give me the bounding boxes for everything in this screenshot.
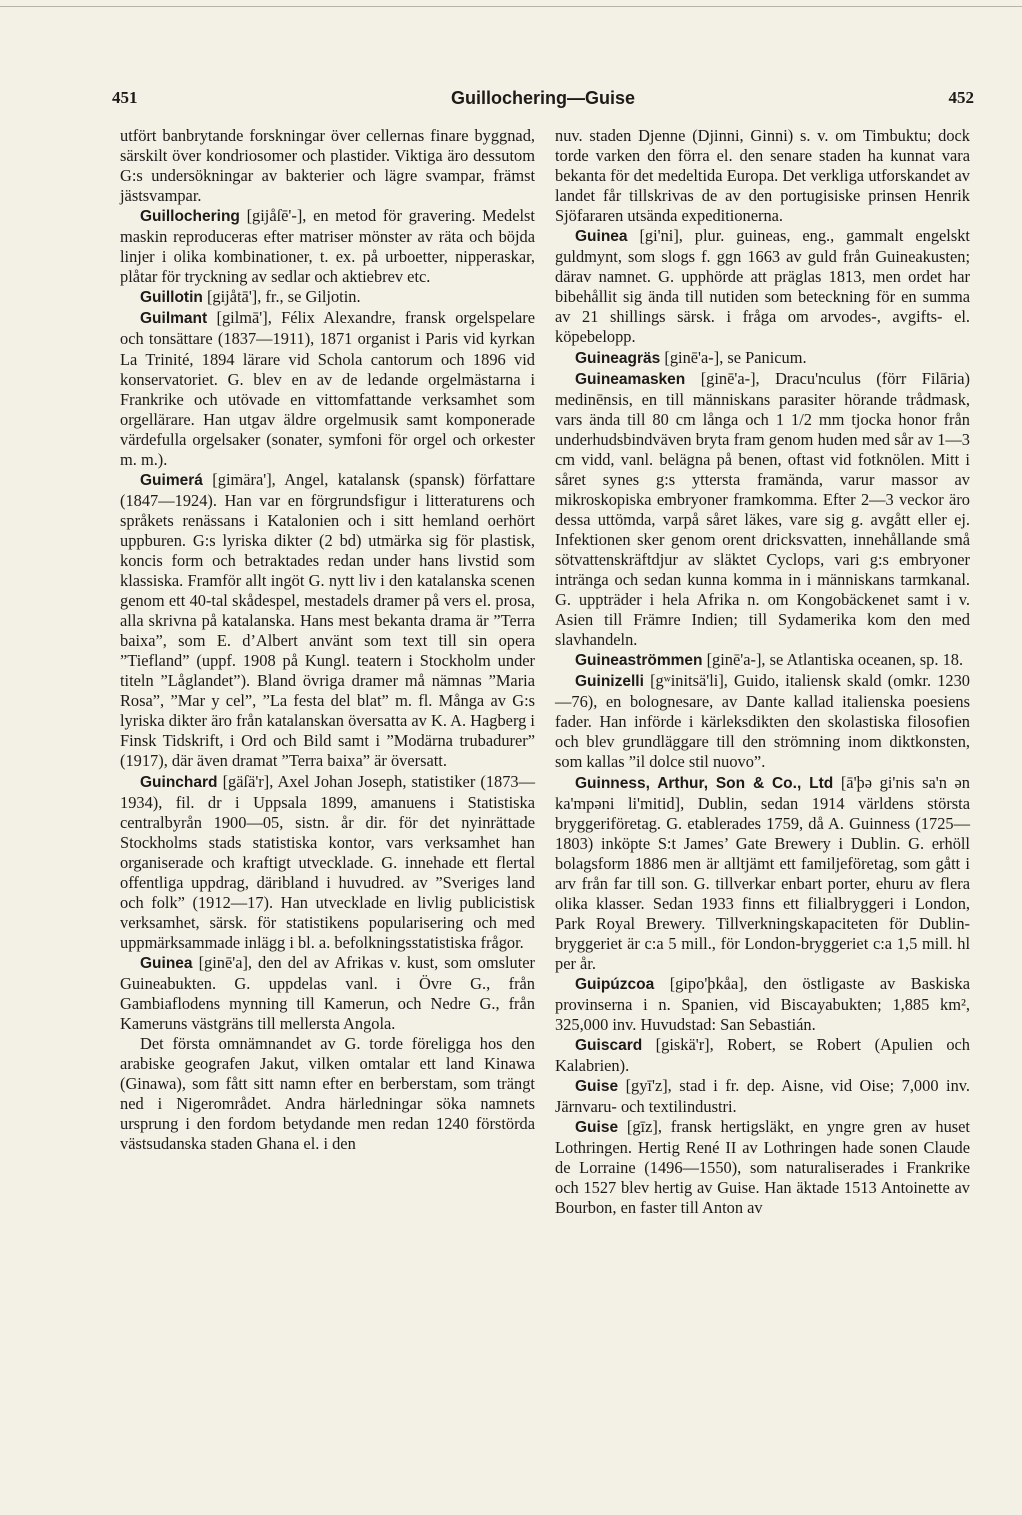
entry-text: [gīz], fransk hertigsläkt, en yngre gren av huset Lothringen. Hertig René II av Lothringen hade sonen Claude de Lorraine (1496—1550), som naturaliserades i Frankrike och 1527 blev hertig av Guise. Han äktade 1513 Antoinette av Bourbon, en faster till Anton av — [555, 1117, 970, 1218]
entry-text: [ginē'a-], se Panicum. — [660, 347, 807, 367]
entry-text: [gimära'], Angel, katalansk (spansk) författare (1847—1924). Han var en förgrundsfigur i litteraturens och språkets renässans i Katalonien och i sitt hemland oerhört uppburen. G:s lyriska dikter (2 bd) utmärka sig för plastisk, koncis form och betraktades redan under hans livstid som klassiska. Framför allt ingöt G. nytt liv i den katalanska scenen genom ett 40-tal skådespel, mestadels dramer på vers el. prosa, alla skrivna på katalanska. Hans mest bekanta drama är ”Terra baixa”, som E. d’Albert använt som text till sin opera ”Tiefland” (uppf. 1908 på Kungl. teatern i Stockholm under titeln ”Låglandet”). Bland övriga dramer må nämnas ”Maria Rosa”, ”Mar y cel”, ”La festa del blat” m. fl. Många av G:s lyriska dikter äro från katalanskan översatta av K. A. Hagberg i Finsk Tidskrift, i Ord och Bild samt i ”Modärna trubadurer” (1917), där även dramat ”Terra baixa” är översatt. — [120, 469, 535, 771]
running-title: Guillochering—Guise — [450, 88, 636, 108]
top-rule — [0, 6, 1022, 7]
page-header — [112, 88, 974, 112]
dictionary-entry — [555, 671, 970, 772]
dictionary-entry — [120, 953, 535, 1034]
dictionary-entry — [555, 773, 970, 974]
entry-text: [gäſä'r], Axel Johan Joseph, statistiker (1873—1934), fil. dr i Uppsala 1899, amanuens i Statistiska centralbyrån 1900—05, sistn. år dir. för det nyinrättade Stockholms stads statistiska kontor, vars verksamhet han organiserade och kraftigt utvecklade. G. innehade ett flertal offentliga uppdrag, däribland i huvudred. av ”Sveriges land och folk” (1912—17). Han utvecklade en livlig publicistisk verksamhet, särsk. för statistikens popularisering och med uppmärksammade inlägg i bl. a. befolkningsstatistiska frågor. — [120, 771, 535, 952]
entry-headword: Guimerá — [140, 471, 203, 489]
left-column — [120, 126, 535, 1154]
dictionary-entry — [120, 287, 535, 308]
entry-text: [gilmā'], Félix Alexandre, fransk orgelspelare och tonsättare (1837—1911), 1871 organist i Paris vid kyrkan La Trinité, 1894 lärare vid Schola cantorum och 1896 vid konservatoriet. G. blev en av de ledande orgelmästarna i Frankrike och utövade en vittomfattande verksamhet som orgellärare. Han utgav äldre orgelmusik samt komponerade värdefulla orgelsaker (sonater, symfoni för orgel och orkester m. m.). — [120, 308, 535, 469]
entry-headword: Guise — [575, 1078, 619, 1096]
dictionary-entry — [555, 650, 970, 671]
paragraph — [555, 126, 970, 226]
entry-text: [ā'þə gi'nis sa'n ən ka'mpəni li'mitid], Dublin, sedan 1914 världens största bryggeriföretag. G. etablerades 1759, då A. Guinness (1725—1803) inköpte S:t James’ Gate Brewery i Dublin. G. erhöll bolagsform 1886 men är alltjämt ett familjeföretag, som gått i arv från far till son. G. tillverkar enbart porter, ehuru av flera olika klasser. Sedan 1933 finns ett filialbryggeri i London, Park Royal Brewery. Tillverkningskapaciteten för Dublin-bryggeriet är c:a 5 mill., för London-bryggeriet c:a 1,5 mill. hl per år. — [555, 772, 970, 973]
entry-text: [gi'ni], plur. guineas, eng., gammalt engelskt guldmynt, som slogs f. ggn 1663 av guld från Guineakusten; därav namnet. G. upphörde att präglas 1813, men ordet har bibehållit sig ända till nutiden som beteckning för en summa av 21 shillings särsk. i fråga om arvodes-, avgifts- el. köpebelopp. — [555, 226, 970, 347]
paragraph — [120, 1034, 535, 1154]
dictionary-entry — [555, 1117, 970, 1218]
entry-text: Det första omnämnandet av G. torde föreligga hos den arabiske geografen Jakut, vilken omtalar ett land Kinawa (Ginawa), som fått sitt namn efter en berberstam, som trängt ned i Nigerområdet. Andra härledningar söka namnets ursprung i den fordom betydande men redan 1240 förstörda västsudanska staden Ghana el. i den — [120, 1034, 535, 1154]
entry-text: utfört banbrytande forskningar över cellernas finare byggnad, särskilt över kondriosomer och plastider. Viktiga äro dessutom G:s undersökningar av bakterier och lägre svampar, främst jästsvampar. — [120, 126, 535, 206]
entry-text: [gʷinitsä'li], Guido, italiensk skald (omkr. 1230—76), en bolognesare, av Dante kallad italienska poesiens fader. Han införde i kärleksdikten den skolastiska filosofien och blev grundläggare till den strömning inom diktkonsten, som kallas ”il dolce stil nuovo”. — [555, 671, 970, 772]
dictionary-entry — [555, 348, 970, 369]
entry-headword: Guinness, Arthur, Son & Co., Ltd — [575, 774, 834, 792]
entry-headword: Guineaströmmen — [575, 652, 703, 670]
entry-text: [ginē'a-], Dracu'nculus (förr Filāria) medinēnsis, en till människans parasiter hörande trådmask, vars ända till 80 cm långa och 1 1/2 mm tjocka honor från underhudsbindväven bryta fram genom huden med sår av 1—3 cm vidd, vanl. belägna på benen, oftast vid fotknölen. Mitt i såret synes g:s yttersta framända, varur massor av mikroskopiska embryoner framkomma. Efter 2—3 veckor äro dessa uttömda, varpå såret läkes, vare sig g. avgått eller ej. Infektionen sker genom orent dricksvatten, innehållande små sötvattenskräftdjur av släktet Cyclops, vari g:s embryoner intränga och sedan kunna komma in i människans tarmkanal. G. uppträder i hela Afrika n. om Kongobäckenet samt i v. Asien till Främre Indien; till Sydamerika kom den med slavhandeln. — [555, 368, 970, 650]
dictionary-entry — [555, 1035, 970, 1076]
entry-text: [giskä'r], Robert, se Robert (Apulien och Kalabrien). — [555, 1035, 970, 1076]
page-number-left: 451 — [112, 88, 138, 107]
entry-headword: Guillochering — [140, 208, 240, 226]
dictionary-entry — [555, 369, 970, 651]
entry-headword: Guineamasken — [575, 370, 686, 388]
entry-headword: Guiscard — [575, 1037, 643, 1055]
entry-headword: Guilmant — [140, 310, 208, 328]
dictionary-entry — [120, 772, 535, 953]
dictionary-entry — [555, 226, 970, 347]
dictionary-entry — [555, 1076, 970, 1117]
dictionary-entry — [120, 470, 535, 772]
entry-headword: Guineagräs — [575, 349, 661, 367]
entry-text: [gijåtā'], fr., se Giljotin. — [202, 287, 361, 307]
entry-text: [gipo'þkåa], den östligaste av Baskiska provinserna i n. Spanien, vid Biscayabukten; 1,885 km², 325,000 inv. Huvudstad: San Sebastián. — [555, 973, 970, 1035]
paragraph — [120, 126, 535, 206]
entry-headword: Guinea — [140, 954, 193, 972]
entry-headword: Guinea — [575, 228, 628, 246]
entry-headword: Guinchard — [140, 773, 218, 791]
entry-headword: Guise — [575, 1119, 619, 1137]
entry-text: [gijåſē'-], en metod för gravering. Medelst maskin reproduceras efter matriser mönster av räta och böjda linjer i olika kombinationer, t. ex. på urboetter, nipperaskar, plåtar för tryckning av sedlar och aktiebrev etc. — [120, 206, 535, 287]
entry-text: [ginē'a-], se Atlantiska oceanen, sp. 18. — [702, 650, 964, 670]
entry-headword: Guinizelli — [575, 673, 644, 691]
right-column — [555, 126, 970, 1219]
dictionary-entry — [120, 206, 535, 287]
entry-headword: Guillotin — [140, 289, 203, 307]
page-number-right: 452 — [948, 88, 974, 107]
dictionary-entry — [120, 308, 535, 469]
dictionary-entry — [555, 974, 970, 1035]
entry-headword: Guipúzcoa — [575, 975, 655, 993]
entry-text: [gyī'z], stad i fr. dep. Aisne, vid Oise; 7,000 inv. Järnvaru- och textilindustri. — [555, 1076, 970, 1117]
entry-text: nuv. staden Djenne (Djinni, Ginni) s. v. om Timbuktu; dock torde varken den förra el. den senare staden ha kunnat vara bekanta för det medeltida Europa. Det verkliga utforskandet av landet får tillskrivas de av den portugisiske prinsen Henrik Sjöfararen utsända expeditionerna. — [555, 126, 970, 226]
entry-text: [ginē'a], den del av Afrikas v. kust, som omsluter Guineabukten. G. uppdelas vanl. i Övre G., från Gambiaflodens mynning till Kamerun, och Nedre G., från Kameruns västgräns till mellersta Angola. — [120, 952, 535, 1034]
